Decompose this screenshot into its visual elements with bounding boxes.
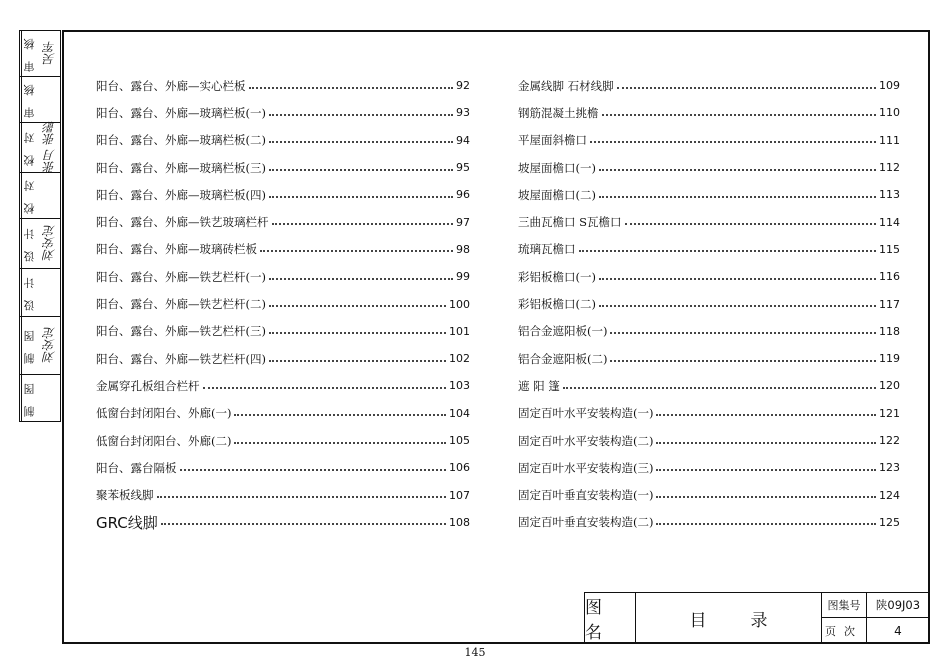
toc-entry-page: 119 — [879, 352, 900, 366]
toc-entry[interactable] — [518, 236, 900, 263]
signature: 刘安定 — [42, 327, 57, 364]
dot-leader — [602, 114, 877, 116]
toc-entry[interactable] — [518, 454, 900, 481]
toc-entry-title: GRC线脚 — [96, 512, 161, 533]
toc-entry-page: 112 — [879, 161, 900, 175]
dot-leader — [656, 523, 876, 525]
toc-entry[interactable] — [518, 400, 900, 427]
signature: 张月 张影 — [42, 121, 57, 174]
signature-strip — [19, 30, 61, 422]
toc-entry[interactable] — [96, 236, 470, 263]
toc-left-column — [96, 72, 470, 536]
toc-entry-title: 阳台、露台、外廊—玻璃栏板(二) — [96, 132, 269, 148]
toc-entry-page: 121 — [879, 406, 900, 420]
toc-entry[interactable] — [96, 99, 470, 126]
dot-leader — [157, 496, 447, 498]
toc-right-column — [518, 72, 900, 536]
signature-cell — [20, 31, 60, 77]
toc-entry-page: 118 — [879, 324, 900, 338]
toc-entry[interactable] — [518, 208, 900, 235]
toc-entry-title: 阳台、露台、外廊—铁艺玻璃栏杆 — [96, 214, 272, 230]
dot-leader — [269, 360, 446, 362]
dot-leader — [579, 250, 877, 252]
toc-entry-page: 99 — [456, 270, 470, 284]
toc-entry[interactable] — [96, 454, 470, 481]
signature-role-label: 校 对 — [21, 123, 38, 172]
toc-entry[interactable] — [96, 181, 470, 208]
toc-entry-title: 固定百叶水平安装构造(一) — [518, 405, 656, 421]
toc-entry-page: 98 — [456, 242, 470, 256]
toc-entry-page: 109 — [879, 79, 900, 93]
toc-entry-title: 固定百叶垂直安装构造(一) — [518, 487, 656, 503]
toc-entry-title: 阳台、露台、外廊—铁艺栏杆(一) — [96, 269, 269, 285]
toc-entry-title: 阳台、露台、外廊—铁艺栏杆(三) — [96, 323, 269, 339]
dot-leader — [563, 387, 876, 389]
toc-entry[interactable] — [518, 72, 900, 99]
drawing-name-label: 图名 — [584, 592, 636, 644]
toc-entry-title: 三曲瓦檐口 S瓦檐口 — [518, 214, 625, 230]
toc-entry-page: 125 — [879, 515, 900, 529]
toc-entry-title: 阳台、露台、外廊—玻璃砖栏板 — [96, 241, 260, 257]
toc-entry-title: 坡屋面檐口(二) — [518, 187, 599, 203]
dot-leader — [260, 250, 453, 252]
dot-leader — [610, 360, 876, 362]
signature-role-label: 制 图 — [21, 317, 38, 374]
toc-entry[interactable] — [96, 318, 470, 345]
toc-entry-page: 101 — [449, 324, 470, 338]
toc-entry-title: 平屋面斜檐口 — [518, 132, 590, 148]
toc-entry-title: 琉璃瓦檐口 — [518, 241, 579, 257]
dot-leader — [269, 278, 453, 280]
toc-entry-title: 阳台、露台、外廊—铁艺栏杆(四) — [96, 351, 269, 367]
page-value: 4 — [866, 617, 930, 644]
toc-entry[interactable] — [518, 127, 900, 154]
dot-leader — [269, 332, 446, 334]
toc-entry-page: 96 — [456, 188, 470, 202]
toc-entry[interactable] — [518, 372, 900, 399]
page-label: 页次 — [821, 617, 867, 644]
dot-leader — [180, 469, 447, 471]
toc-entry-title: 聚苯板线脚 — [96, 487, 157, 503]
toc-entry-page: 108 — [449, 515, 470, 529]
toc-entry-page: 111 — [879, 133, 900, 147]
toc-entry-title: 彩铝板檐口(一) — [518, 269, 599, 285]
dot-leader — [161, 523, 446, 525]
dot-leader — [234, 442, 446, 444]
toc-entry-title: 彩铝板檐口(二) — [518, 296, 599, 312]
signature-role-label: 设 计 — [21, 219, 38, 268]
toc-entry-title: 阳台、露台、外廊—实心栏板 — [96, 78, 249, 94]
toc-entry-page: 110 — [879, 106, 900, 120]
dot-leader — [617, 87, 876, 89]
toc-entry-title: 固定百叶水平安装构造(三) — [518, 460, 656, 476]
signature: 刘安定 — [42, 225, 57, 262]
signature — [38, 77, 60, 122]
toc-entry-page: 107 — [449, 488, 470, 502]
dot-leader — [269, 196, 453, 198]
dot-leader — [625, 223, 876, 225]
dot-leader — [269, 305, 446, 307]
dot-leader — [599, 305, 876, 307]
toc-entry-page: 116 — [879, 270, 900, 284]
toc-entry-title: 阳台、露台、外廊—玻璃栏板(三) — [96, 160, 269, 176]
toc-entry[interactable] — [96, 263, 470, 290]
toc-entry-page: 115 — [879, 242, 900, 256]
toc-entry[interactable] — [518, 154, 900, 181]
signature — [38, 375, 60, 421]
toc-entry[interactable] — [518, 99, 900, 126]
signature-role-label: 校 对 — [21, 173, 38, 218]
toc-entry-page: 92 — [456, 79, 470, 93]
signature-cell — [20, 269, 60, 317]
toc-entry-page: 114 — [879, 215, 900, 229]
signature-cell — [20, 317, 60, 375]
dot-leader — [234, 414, 446, 416]
toc-entry-title: 固定百叶水平安装构造(二) — [518, 433, 656, 449]
toc-entry-page: 106 — [449, 461, 470, 475]
toc-entry[interactable] — [96, 345, 470, 372]
toc-entry-page: 93 — [456, 106, 470, 120]
signature-cell — [20, 375, 60, 421]
toc-entry[interactable] — [518, 481, 900, 508]
toc-entry-page: 117 — [879, 297, 900, 311]
signature: 吴军 — [42, 41, 57, 66]
toc-entry-page: 105 — [449, 434, 470, 447]
sheet-number: 145 — [464, 646, 486, 659]
toc-entry-title: 金属线脚 石材线脚 — [518, 78, 617, 94]
toc-entry-title: 低窗台封闭阳台、外廊(一) — [96, 405, 234, 421]
dot-leader — [203, 387, 447, 389]
toc-entry-page: 94 — [456, 133, 470, 147]
dot-leader — [599, 196, 876, 198]
toc-entry-title: 阳台、露台隔板 — [96, 460, 180, 476]
toc-entry-page: 123 — [879, 461, 900, 475]
atlas-number-value: 陕09J03 — [866, 592, 930, 618]
toc-entry[interactable] — [96, 427, 470, 454]
toc-entry[interactable] — [96, 154, 470, 181]
dot-leader — [610, 332, 876, 334]
title-block — [584, 592, 930, 644]
dot-leader — [599, 169, 876, 171]
dot-leader — [272, 223, 454, 225]
signature-cell — [20, 123, 60, 173]
toc-entry-page: 113 — [879, 188, 900, 202]
toc-entry[interactable] — [518, 290, 900, 317]
toc-entry-page: 102 — [449, 352, 470, 366]
signature-role-label: 审 核 — [21, 77, 38, 122]
signature — [38, 173, 60, 218]
atlas-number-label: 图集号 — [821, 592, 867, 618]
signature-cell — [20, 219, 60, 269]
toc-entry-page: 122 — [879, 434, 900, 447]
dot-leader — [590, 141, 876, 143]
signature-cell — [20, 77, 60, 123]
signature-role-label: 审 核 — [21, 31, 38, 76]
toc-entry[interactable] — [518, 427, 900, 454]
dot-leader — [656, 469, 876, 471]
drawing-title: 目录 — [635, 592, 822, 644]
toc-entry-title: 钢筋混凝土挑檐 — [518, 105, 602, 121]
toc-entry[interactable] — [96, 72, 470, 99]
toc-entry[interactable] — [96, 208, 470, 235]
signature — [38, 269, 60, 316]
toc-entry[interactable] — [518, 318, 900, 345]
dot-leader — [269, 169, 453, 171]
toc-entry-title: 阳台、露台、外廊—铁艺栏杆(二) — [96, 296, 269, 312]
toc-entry-title: 低窗台封闭阳台、外廊(二) — [96, 433, 234, 449]
toc-entry-title: 铝合金遮阳板(二) — [518, 351, 610, 367]
dot-leader — [656, 496, 876, 498]
toc-entry[interactable] — [518, 181, 900, 208]
toc-entry-page: 104 — [449, 406, 470, 420]
toc-entry-title: 铝合金遮阳板(一) — [518, 323, 610, 339]
dot-leader — [269, 141, 453, 143]
dot-leader — [249, 87, 454, 89]
toc-entry-title: 阳台、露台、外廊—玻璃栏板(四) — [96, 187, 269, 203]
toc-entry[interactable] — [518, 345, 900, 372]
signature-cell — [20, 173, 60, 219]
signature-role-label: 制 图 — [21, 375, 38, 421]
toc-entry-page: 100 — [449, 297, 470, 311]
toc-entry-title: 固定百叶垂直安装构造(二) — [518, 514, 656, 530]
toc-entry[interactable] — [518, 263, 900, 290]
toc-entry-title: 坡屋面檐口(一) — [518, 160, 599, 176]
toc-entry-title: 金属穿孔板组合栏杆 — [96, 378, 203, 394]
toc-entry[interactable] — [96, 127, 470, 154]
toc-entry-page: 120 — [879, 379, 900, 393]
toc-entry-page: 97 — [456, 215, 470, 229]
dot-leader — [599, 278, 876, 280]
toc-entry[interactable] — [518, 509, 900, 536]
toc-entry-page: 124 — [879, 488, 900, 502]
dot-leader — [656, 414, 876, 416]
dot-leader — [656, 442, 876, 444]
toc-entry-page: 103 — [449, 379, 470, 393]
toc-entry-title: 遮 阳 篷 — [518, 378, 563, 394]
toc-entry-page: 95 — [456, 161, 470, 175]
toc-entry-title: 阳台、露台、外廊—玻璃栏板(一) — [96, 105, 269, 121]
dot-leader — [269, 114, 453, 116]
toc-entry[interactable] — [96, 481, 470, 508]
signature-role-label: 设 计 — [21, 269, 38, 316]
toc-entry[interactable] — [96, 290, 470, 317]
toc-entry[interactable] — [96, 400, 470, 427]
toc-entry[interactable] — [96, 509, 470, 536]
toc-entry[interactable] — [96, 372, 470, 399]
